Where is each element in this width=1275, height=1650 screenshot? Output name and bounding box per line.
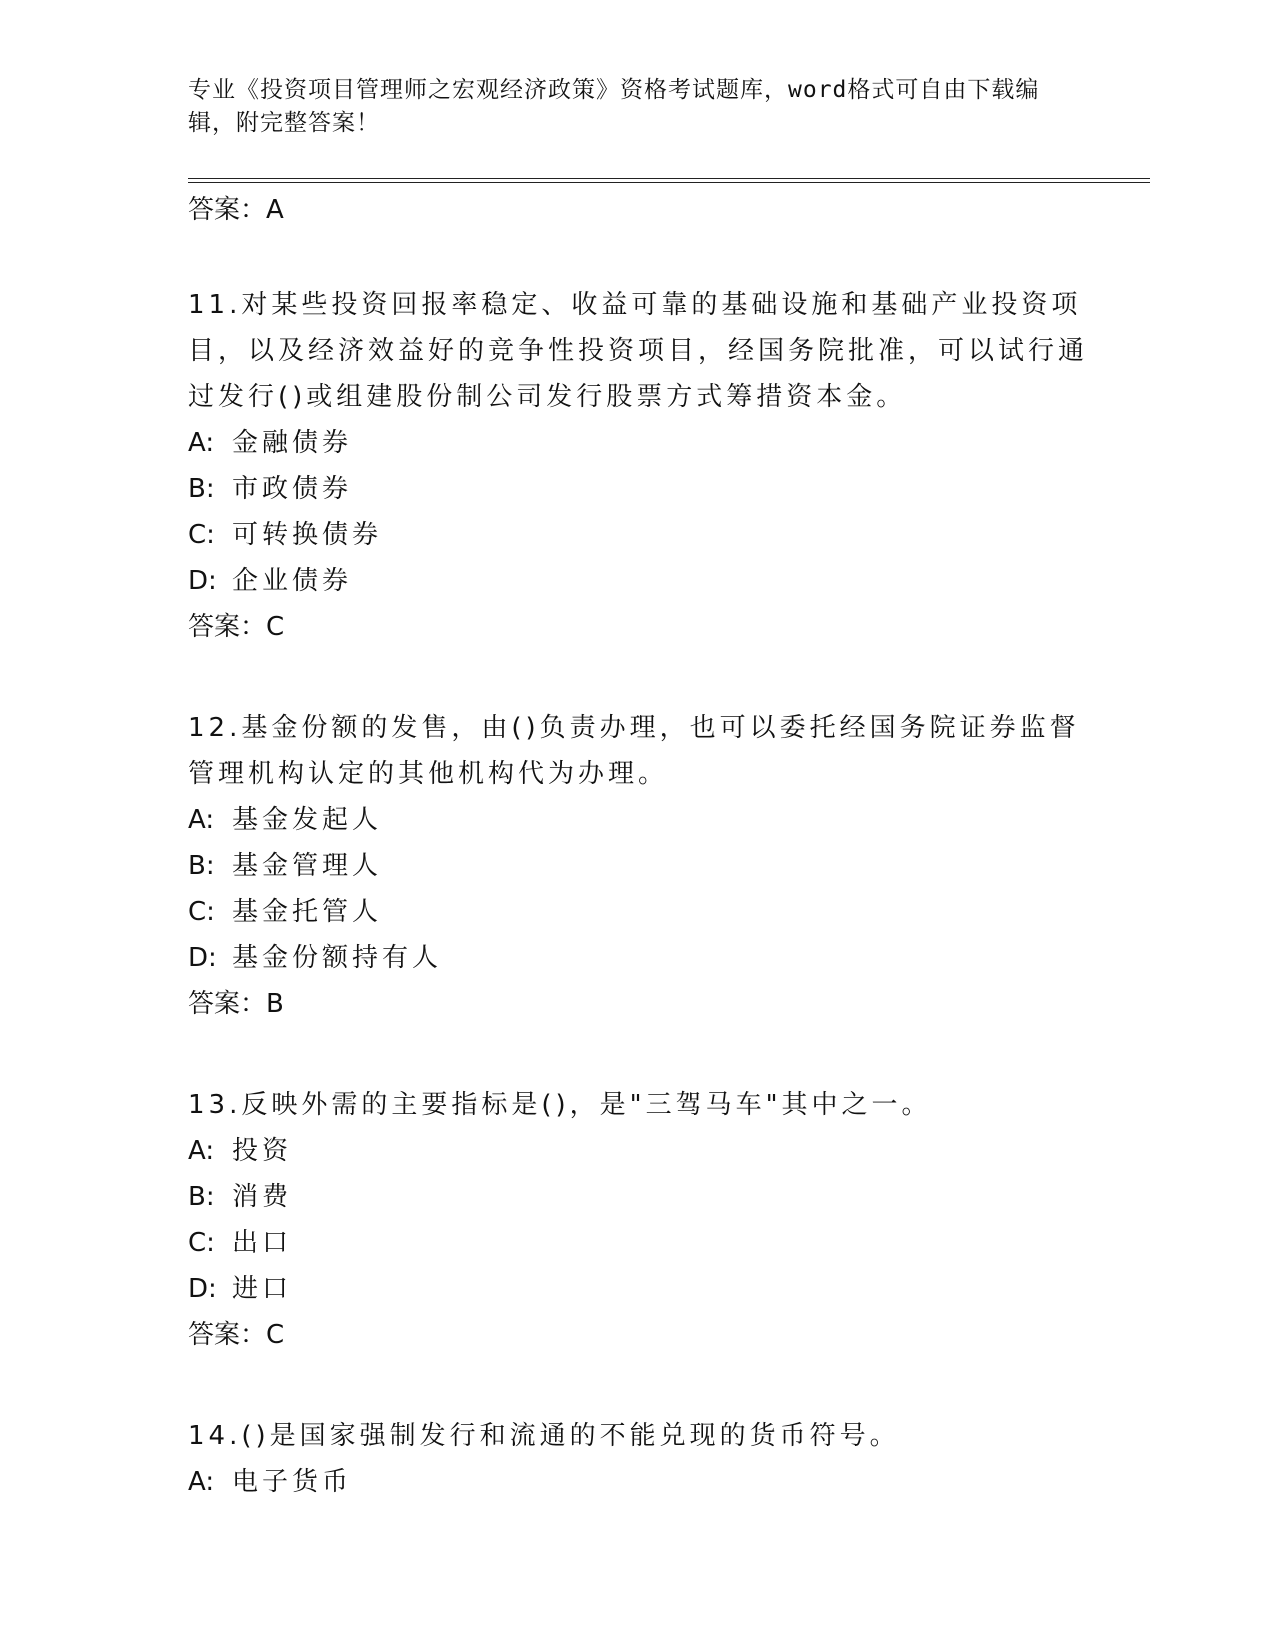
option-key: D: [188, 1274, 217, 1304]
option-key: C: [188, 897, 215, 927]
option-b [188, 843, 1088, 889]
option-label: 消费 [232, 1182, 293, 1212]
option-key: C: [188, 520, 215, 550]
option-d [188, 1266, 1088, 1312]
option-a [188, 420, 1088, 466]
option-label: 企业债券 [232, 566, 353, 596]
header-rule-top [188, 178, 1150, 179]
option-d [188, 935, 1088, 981]
option-label: 投资 [232, 1136, 293, 1166]
option-key: A: [188, 1467, 215, 1497]
option-key: B: [188, 1182, 215, 1212]
option-label: 金融债券 [232, 428, 353, 458]
option-label: 基金管理人 [232, 851, 383, 881]
question-text: 12.基金份额的发售，由()负责办理，也可以委托经国务院证券监督管理机构认定的其他机构代为办理。 [188, 713, 1080, 789]
option-label: 电子货币 [232, 1467, 353, 1497]
option-d [188, 558, 1088, 604]
option-label: 可转换债券 [232, 520, 383, 550]
option-b [188, 1174, 1088, 1220]
option-key: A: [188, 428, 215, 458]
option-label: 基金托管人 [232, 897, 383, 927]
option-key: A: [188, 805, 215, 835]
option-c [188, 1220, 1088, 1266]
option-label: 进口 [232, 1274, 293, 1304]
option-c [188, 889, 1088, 935]
option-a [188, 1459, 1088, 1505]
answer-line: 答案：A [188, 195, 284, 225]
document-body [188, 193, 1088, 1505]
answer-line: 答案：B [188, 989, 284, 1019]
question-text: 11.对某些投资回报率稳定、收益可靠的基础设施和基础产业投资项目，以及经济效益好的竞争性投资项目，经国务院批准，可以试行通过发行()或组建股份制公司发行股票方式筹措资本金。 [188, 290, 1089, 412]
option-key: D: [188, 566, 217, 596]
page-header: 专业《投资项目管理师之宏观经济政策》资格考试题库，word格式可自由下载编辑，附完整答案！ [188, 77, 1040, 136]
option-c [188, 512, 1088, 558]
question-12 [188, 705, 1088, 1027]
option-label: 出口 [232, 1228, 293, 1258]
option-label: 市政债券 [232, 474, 353, 504]
question-14 [188, 1413, 1088, 1505]
option-key: D: [188, 943, 217, 973]
option-a [188, 1128, 1088, 1174]
option-key: A: [188, 1136, 215, 1166]
option-key: C: [188, 1228, 215, 1258]
option-a [188, 797, 1088, 843]
question-11 [188, 282, 1088, 650]
answer-line: 答案：C [188, 1320, 285, 1350]
option-label: 基金发起人 [232, 805, 383, 835]
option-key: B: [188, 474, 215, 504]
option-b [188, 466, 1088, 512]
answer-line: 答案：C [188, 612, 285, 642]
option-label: 基金份额持有人 [232, 943, 443, 973]
question-text: 14.()是国家强制发行和流通的不能兑现的货币符号。 [188, 1421, 900, 1451]
option-key: B: [188, 851, 215, 881]
header-rule-bottom [188, 182, 1150, 183]
question-13 [188, 1082, 1088, 1358]
question-text: 13.反映外需的主要指标是()，是"三驾马车"其中之一。 [188, 1090, 932, 1120]
